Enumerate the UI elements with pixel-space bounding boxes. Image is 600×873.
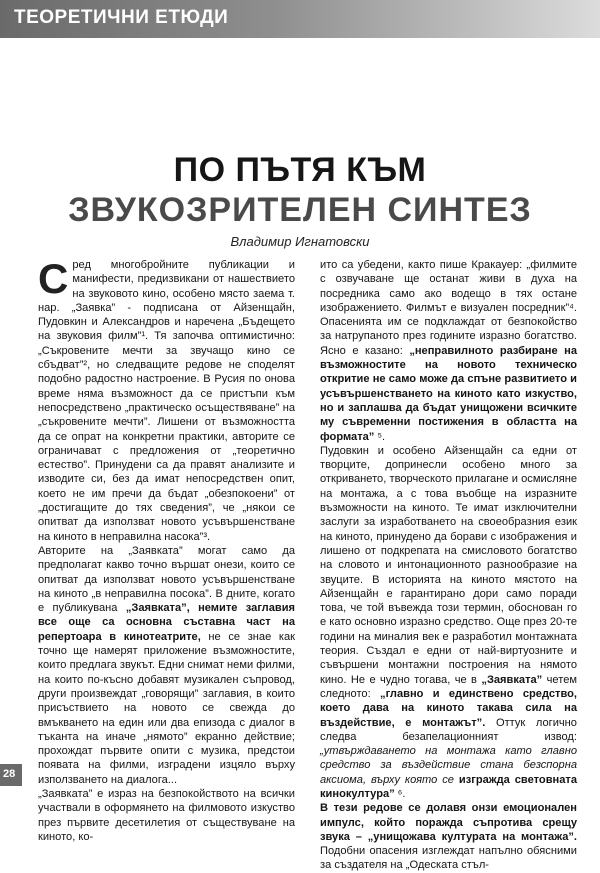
left-p2-text: Авторите на „Заявката” могат само да предполагат какво точно вършат онези, които се опитват да използват новото усъвършенстване на киното „в неправилна посока”. В дните, когато е публикувана [38,544,295,615]
right-p2-text: Пудовкин и особено Айзенщайн са едни от творците, допринесли особено много за откриването, творческото прилагане и осмисляне на монтажа, а с това въобще на изразните възможности на киното. Те имат изключителни заслуги за изработването на своеобразния език на киното, принудено да борави с изображения и лишено от подкрепата на смисловото богатство на словото и интонационното разнообразие на звуците. В историята на киното мястото на Айзенщайн е гарантирано дори само поради това, че той въвежда този термин, обоснован го е като основно изразно средство. Още през 20-те години на миналия век е разработил монтажната теория. Създал е едни от най-виртуозните и съвършени монтажни построения на нямото кино. Не е чудно тогава, че в [320,444,577,686]
section-label: ТЕОРЕТИЧНИ ЕТЮДИ [14,7,229,28]
right-p3-bold: В тези редове се долавя онзи емоционален импулс, който поражда съпротива срещу звука – „унищожава културата на монтажа”. [320,802,577,843]
page-number: 28 [3,768,16,780]
right-p2-bold2: „главно и единствено средство, което дава на киното такава сила на въздействие, е монтажът”. [320,687,577,729]
left-p2-bold: „Заявката”, немите заглавия все още са основна съставна част на репертоара в кинотеатрите, [38,602,295,643]
right-column [320,258,577,873]
right-p2-end: ⁶. [394,787,406,800]
left-p2-rest: не се знае как точно ще намерят приложение възможностите, които предлага звукът. Едни снимат неми филми, на които по-късно добавят музикален съпровод, други произвеждат „говорящи” заглавия, в които присъствието на новото се свежда до вмъкването на един или два епизода с диалог в тъканта на иначе „нямото” екранно действие; прохождат първите опити с музика, предстои появата на филми, изградени изцяло върху използването на диалога... [38,630,296,786]
left-paragraph-1 [38,255,295,544]
right-p3-rest: Подобни опасения изглеждат напълно обясними за създателя на „Одеската стъл- [320,845,577,872]
right-p2-italic: „утвърждаването на монтажа като главно средство за въздействие стана безспорна аксиома, върху която се [320,745,577,786]
article-title [0,150,600,230]
right-paragraph-1 [320,258,577,444]
right-paragraph-2 [320,444,577,801]
right-p1-end: ⁵. [374,430,386,443]
author-name: Владимир Игнатовски [230,234,370,249]
right-p2-bold: „Заявката” [481,673,543,686]
left-column [38,255,296,844]
right-p2-bold3: изгражда световната кинокултура” [320,773,577,800]
right-p2-rest2: Оттук логично следва безапелационният извод: [320,716,577,743]
title-line-1: ПО ПЪТЯ КЪМ [173,151,427,189]
right-p2-rest: четем следното: [320,673,577,700]
left-p1-text: ред многобройните публикации и манифести, предизвикани от нашествието на звуковото кино, особено място заема т. нар. „Заявка” - подписана от Айзенщайн, Пудовкин и Александров и наречена „Бъдещето на звуковия филм”¹. Тя започва оптимистично: „Съкровените мечти за звучащо кино се сбъдват”², но следващите редове не споделят подобно радостно настроение. В Русия по онова време няма възможност да се пристъпи към непосредствено „практическо осъществяване” на „съкровените мечти”. Лишени от възможността да се опрат на конкретни практики, авторите се ограничават с предложения от „теоретично естество”. Принудени са да правят анализите и изводите си, без да имат непосредствен опит, което не им пречи да бъдат „обезпокоени” от „достигащите до тях сведения”, че „някои се опитват да използват новото усъвършенстване на киното в неправилна насока”³. [38,259,295,543]
section-header-band [0,0,600,38]
title-line-2: ЗВУКОЗРИТЕЛЕН СИНТЕЗ [68,191,532,229]
right-p1-bold: „неправилното разбиране на възможностите на новото техническо откритие не само може да спъне развитието и усъвършенстването на киното като изкуство, но и заплашва да бъдат унищожени всичките му съвременни постижения в областта на формата” [320,344,578,443]
right-p1-text: ито са убедени, както пише Кракауер: „филмите с озвучаване ще останат живи в духа на посредника само ако водещо в тях остане изображението. Филмът е визуален посредник”⁴. Опасенията им се подклаждат от безпокойство за натрупаното през годините изразно богатство. Ясно е казано: [320,259,577,357]
right-paragraph-3 [320,801,577,872]
left-paragraph-2 [38,544,295,787]
drop-cap: С [38,255,69,302]
left-paragraph-3: „Заявката” е израз на безпокойството на всички участвали в оформянето на филмовото изкуство през първите десетилетия от съществуване на киното, ко- [38,787,295,843]
